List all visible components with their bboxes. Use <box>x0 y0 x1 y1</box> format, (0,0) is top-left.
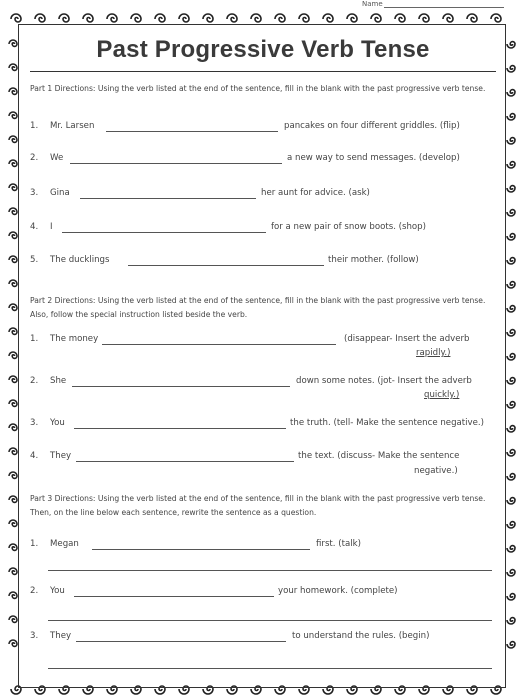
item-end: to understand the rules. (begin) <box>292 631 430 641</box>
swirl-ornament <box>507 90 515 96</box>
swirl-ornament <box>35 14 45 22</box>
swirl-ornament <box>507 474 515 480</box>
item-number: 1. <box>30 121 39 131</box>
item-end: the text. (discuss- Make the sentence <box>298 451 460 461</box>
item-end: the truth. (tell- Make the sentence negative.) <box>290 418 485 428</box>
swirl-ornament <box>507 210 515 216</box>
swirl-ornament <box>507 426 515 432</box>
swirl-ornament <box>251 14 261 22</box>
answer-blank[interactable] <box>106 131 278 132</box>
swirl-ornament <box>203 14 213 22</box>
adverb-hint: quickly.) <box>424 390 460 400</box>
item-number: 2. <box>30 153 39 163</box>
swirl-ornament <box>507 642 515 648</box>
swirl-ornament <box>299 14 309 22</box>
name-label: Name <box>362 0 383 8</box>
item-end: her aunt for advice. (ask) <box>261 188 370 198</box>
swirl-ornament <box>131 14 141 22</box>
answer-blank[interactable] <box>70 163 282 164</box>
swirl-ornament <box>9 544 17 550</box>
swirl-ornament <box>9 64 17 70</box>
item-start: You <box>50 586 65 596</box>
part3-item-3 <box>30 631 500 647</box>
item-start: They <box>50 451 72 461</box>
swirl-ornament <box>227 14 237 22</box>
swirl-ornament <box>9 112 17 118</box>
title-divider <box>30 71 496 72</box>
swirl-ornament <box>275 14 285 22</box>
item-number: 4. <box>30 222 39 232</box>
answer-blank[interactable] <box>128 265 324 266</box>
item-start: Gina <box>50 188 70 198</box>
swirl-ornament <box>9 136 17 142</box>
swirl-ornament <box>9 208 17 214</box>
swirl-ornament <box>507 162 515 168</box>
answer-blank[interactable] <box>62 232 266 233</box>
item-end: first. (talk) <box>316 539 361 549</box>
swirl-ornament <box>107 14 117 22</box>
answer-blank[interactable] <box>76 641 286 642</box>
item-number: 2. <box>30 586 39 596</box>
swirl-ornament <box>179 14 189 22</box>
swirl-ornament <box>507 450 515 456</box>
swirl-ornament <box>347 14 357 22</box>
name-line[interactable] <box>384 7 504 8</box>
instruction-hint: negative.) <box>414 466 458 476</box>
item-number: 1. <box>30 539 39 549</box>
swirl-ornament <box>9 592 17 598</box>
swirl-ornament <box>9 184 17 190</box>
swirl-ornament <box>507 594 515 600</box>
answer-blank[interactable] <box>72 386 290 387</box>
swirl-ornament <box>9 376 17 382</box>
item-end: for a new pair of snow boots. (shop) <box>271 222 426 232</box>
item-end: a new way to send messages. (develop) <box>287 153 460 163</box>
item-number: 3. <box>30 188 39 198</box>
item-start: They <box>50 631 72 641</box>
part3-item-1 <box>30 539 500 555</box>
part1-directions: Part 1 Directions: Using the verb listed at the end of the sentence, fill in the blank with the past progressive verb tense. <box>30 84 486 93</box>
item-number: 4. <box>30 451 39 461</box>
item-start: She <box>50 376 67 386</box>
swirl-ornament <box>9 256 17 262</box>
part2-item-4 <box>30 451 500 467</box>
item-number: 2. <box>30 376 39 386</box>
swirl-ornament <box>9 496 17 502</box>
swirl-ornament <box>507 66 515 72</box>
item-end: down some notes. (jot- Insert the adverb <box>296 376 472 386</box>
swirl-ornament <box>507 618 515 624</box>
item-start: Mr. Larsen <box>50 121 95 131</box>
item-number: 3. <box>30 418 39 428</box>
part3-item-2 <box>30 586 500 602</box>
swirl-ornament <box>9 160 17 166</box>
swirl-ornament <box>507 378 515 384</box>
swirl-ornament <box>507 114 515 120</box>
part1-item-3 <box>30 188 500 204</box>
swirl-ornament <box>155 14 165 22</box>
answer-blank[interactable] <box>74 428 286 429</box>
swirl-ornament <box>9 616 17 622</box>
swirl-ornament <box>507 522 515 528</box>
item-number: 5. <box>30 255 39 265</box>
item-number: 1. <box>30 334 39 344</box>
item-start: You <box>50 418 65 428</box>
swirl-ornament <box>9 520 17 526</box>
swirl-ornament <box>323 14 333 22</box>
swirl-ornament <box>467 14 477 22</box>
item-start: The money <box>50 334 99 344</box>
swirl-ornament <box>395 14 405 22</box>
part1-item-2 <box>30 153 500 169</box>
swirl-ornament <box>507 138 515 144</box>
answer-blank[interactable] <box>102 344 336 345</box>
part2-item-3 <box>30 418 500 434</box>
swirl-ornament <box>507 234 515 240</box>
swirl-ornament <box>9 352 17 358</box>
item-end: your homework. (complete) <box>278 586 398 596</box>
answer-blank[interactable] <box>76 461 294 462</box>
answer-blank[interactable] <box>80 198 256 199</box>
swirl-ornament <box>371 14 381 22</box>
item-start: I <box>50 222 53 232</box>
part1-item-5 <box>30 255 500 271</box>
adverb-hint: rapidly.) <box>416 348 451 358</box>
swirl-ornament <box>507 186 515 192</box>
swirl-ornament <box>9 448 17 454</box>
swirl-ornament <box>507 402 515 408</box>
swirl-ornament <box>9 568 17 574</box>
swirl-ornament <box>507 330 515 336</box>
swirl-ornament <box>491 14 501 22</box>
item-start: The ducklings <box>50 255 110 265</box>
swirl-ornament <box>9 280 17 286</box>
answer-blank[interactable] <box>74 596 274 597</box>
rewrite-line[interactable] <box>48 668 492 669</box>
item-end: pancakes on four different griddles. (flip) <box>284 121 460 131</box>
item-start: Megan <box>50 539 79 549</box>
page-title: Past Progressive Verb Tense <box>96 36 430 63</box>
swirl-ornament <box>507 306 515 312</box>
rewrite-line[interactable] <box>48 620 492 621</box>
swirl-ornament <box>507 282 515 288</box>
swirl-ornament <box>9 400 17 406</box>
part2-directions: Part 2 Directions: Using the verb listed at the end of the sentence, fill in the blank with the past progressive verb tense. Also, follow the special instruction listed beside the verb. <box>30 296 486 319</box>
swirl-ornament <box>9 232 17 238</box>
rewrite-line[interactable] <box>48 570 492 571</box>
answer-blank[interactable] <box>92 549 310 550</box>
swirl-ornament <box>507 354 515 360</box>
swirl-ornament <box>9 88 17 94</box>
swirl-ornament <box>59 14 69 22</box>
item-start: We <box>50 153 64 163</box>
item-number: 3. <box>30 631 39 641</box>
swirl-ornament <box>83 14 93 22</box>
swirl-ornament <box>419 14 429 22</box>
part1-item-1 <box>30 121 500 137</box>
item-end: their mother. (follow) <box>328 255 419 265</box>
swirl-ornament <box>9 472 17 478</box>
swirl-ornament <box>9 640 17 646</box>
swirl-ornament <box>507 570 515 576</box>
item-end: (disappear- Insert the adverb <box>344 334 470 344</box>
swirl-ornament <box>9 304 17 310</box>
part3-directions: Part 3 Directions: Using the verb listed at the end of the sentence, fill in the blank with the past progressive verb tense. Then, on the line below each sentence, rewrite the sentence as a question. <box>30 494 486 517</box>
part1-item-4 <box>30 222 500 238</box>
swirl-ornament <box>443 14 453 22</box>
swirl-ornament <box>9 328 17 334</box>
swirl-ornament <box>9 424 17 430</box>
swirl-ornament <box>507 546 515 552</box>
swirl-ornament <box>507 258 515 264</box>
swirl-ornament <box>507 498 515 504</box>
swirl-ornament <box>11 14 21 22</box>
